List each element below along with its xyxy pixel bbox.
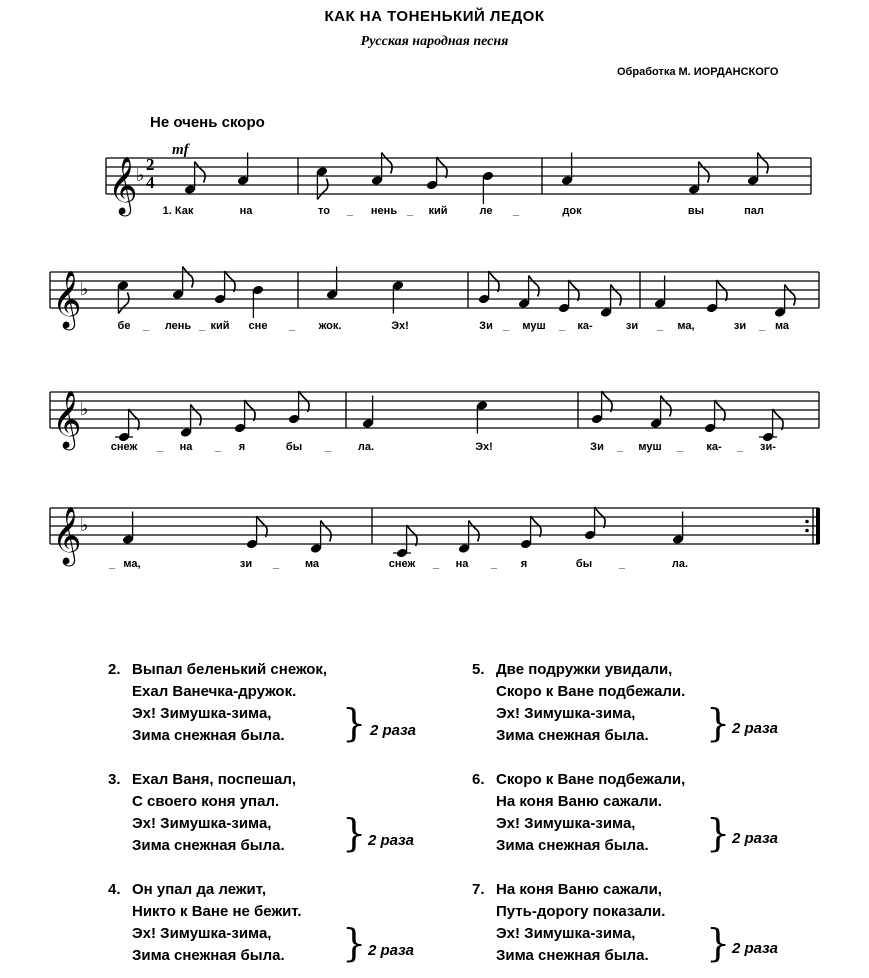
tempo-marking: Не очень скоро	[150, 114, 265, 131]
note-flag	[118, 293, 128, 314]
dynamic-marking: mf	[172, 142, 189, 158]
lyric-hyphen: _	[676, 441, 684, 453]
eighth-note	[759, 409, 783, 442]
verse-7: 7. На коня Ваню сажали, Путь-дорогу показали. Эх! Зимушка-зима, Зима снежная была.	[472, 881, 666, 964]
lyric-syllable: док	[562, 205, 582, 217]
quarter-note	[482, 171, 494, 204]
lyric-syllable: кий	[428, 205, 448, 217]
lyric-syllable: 1. Как	[162, 205, 194, 217]
staff-system-3	[50, 390, 819, 451]
eighth-note	[393, 525, 417, 558]
lyric-syllable: снеж	[110, 441, 138, 453]
lyric-hyphen: _	[616, 441, 624, 453]
lyric-hyphen: _	[656, 320, 664, 332]
lyric-hyphen: _	[618, 558, 626, 570]
note-flag	[195, 162, 206, 183]
lyric-hyphen: _	[406, 205, 414, 217]
lyric-syllable: на	[455, 558, 469, 570]
time-signature-bottom: 4	[146, 173, 155, 192]
lyric-syllable: Зи	[479, 320, 493, 332]
lyric-syllable: то	[318, 205, 330, 217]
lyric-hyphen: _	[432, 558, 440, 570]
lyric-syllable: Эх!	[475, 441, 493, 453]
lyric-hyphen: _	[272, 558, 280, 570]
lyric-hyphen: _	[198, 320, 206, 332]
flat-icon: ♭	[80, 399, 89, 420]
lyric-hyphen: _	[346, 205, 354, 217]
lyric-syllable: пал	[744, 205, 764, 217]
lyric-syllable: бе	[117, 320, 131, 332]
final-barline	[816, 508, 820, 544]
note-flag	[661, 396, 672, 417]
lyric-syllable: я	[520, 558, 528, 570]
repeat-twice-label: 2 раза	[368, 942, 415, 959]
lyric-syllable: бы	[285, 441, 303, 453]
lyric-hyphen: _	[736, 441, 744, 453]
lyric-hyphen: _	[758, 320, 766, 332]
eighth-note	[115, 409, 139, 442]
repeat-brace: }	[706, 921, 731, 965]
treble-clef-icon: 𝄞	[52, 506, 82, 564]
lyric-syllable: лень	[164, 320, 192, 332]
treble-clef-icon: 𝄞	[108, 156, 138, 214]
lyric-syllable: зи	[625, 320, 639, 332]
lyric-syllable: жок.	[318, 320, 342, 332]
lyric-syllable: я	[238, 441, 246, 453]
note-flag	[785, 285, 796, 306]
lyric-hyphen: _	[512, 205, 520, 217]
lyric-hyphen: _	[558, 320, 566, 332]
lyric-syllable: на	[179, 441, 193, 453]
arranger-credit: Обработка М. ИОРДАНСКОГО	[617, 66, 779, 78]
lyric-hyphen: _	[156, 441, 164, 453]
note-flag	[611, 285, 622, 306]
lyric-syllable: ла.	[357, 441, 375, 453]
verse-5: 5. Две подружки увидали, Скоро к Ване подбежали. Эх! Зимушка-зима, Зима снежная была.	[472, 661, 686, 744]
repeat-brace: }	[706, 701, 731, 745]
verse-4: 4. Он упал да лежит, Никто к Ване не бежит. Эх! Зимушка-зима, Зима снежная была.	[108, 881, 302, 964]
repeat-brace: }	[342, 701, 367, 745]
lyric-syllable: Зи	[590, 441, 604, 453]
staff-system-1	[106, 156, 811, 217]
lyric-syllable: сне	[248, 320, 268, 332]
repeat-twice-label: 2 раза	[370, 722, 417, 739]
lyric-syllable: кий	[210, 320, 230, 332]
flat-icon: ♭	[80, 515, 89, 536]
lyric-syllable: ма,	[677, 320, 695, 332]
lyric-hyphen: _	[214, 441, 222, 453]
repeat-dot	[805, 529, 809, 533]
time-signature-top: 2	[146, 155, 155, 174]
verse-3: 3. Ехал Ваня, поспешал, С своего коня упал. Эх! Зимушка-зима, Зима снежная была.	[108, 771, 297, 854]
lyric-hyphen: _	[490, 558, 498, 570]
lyric-syllable: бы	[575, 558, 593, 570]
lyric-syllable: ма	[774, 320, 790, 332]
note-flag	[321, 521, 332, 542]
lyric-syllable: муш	[638, 441, 662, 453]
treble-clef-icon: 𝄞	[52, 390, 82, 448]
repeat-twice-label: 2 раза	[732, 830, 779, 847]
repeat-brace: }	[342, 921, 367, 965]
lyric-syllable: вы	[687, 205, 705, 217]
lyric-syllable: нень	[370, 205, 398, 217]
note-flag	[529, 276, 540, 297]
flat-icon: ♭	[80, 279, 89, 300]
note-flag	[758, 153, 769, 174]
lyric-syllable: снеж	[388, 558, 416, 570]
repeat-dot	[805, 520, 809, 524]
note-flag	[317, 179, 328, 200]
lyric-syllable: ма,	[123, 558, 141, 570]
lyric-syllable: ма	[304, 558, 320, 570]
verse-2: 2. Выпал беленький снежок, Ехал Ванечка-дружок. Эх! Зимушка-зима, Зима снежная была.	[108, 661, 328, 744]
treble-clef-icon: 𝄞	[52, 270, 82, 328]
note-flag	[183, 267, 194, 288]
note-flag	[191, 405, 202, 426]
lyric-hyphen: _	[142, 320, 150, 332]
lyric-syllable: ка-	[577, 320, 593, 332]
verse-6: 6. Скоро к Ване подбежали, На коня Ваню сажали. Эх! Зимушка-зима, Зима снежная была.	[472, 771, 686, 854]
lyric-hyphen: _	[108, 558, 116, 570]
lyric-syllable: ла.	[671, 558, 689, 570]
song-title: КАК НА ТОНЕНЬКИЙ ЛЕДОК	[324, 8, 545, 25]
repeat-twice-label: 2 раза	[368, 832, 415, 849]
note-flag	[699, 162, 710, 183]
lyric-syllable: на	[239, 205, 253, 217]
song-subtitle: Русская народная песня	[360, 34, 509, 49]
repeat-brace: }	[342, 811, 367, 855]
note-flag	[469, 521, 480, 542]
lyric-syllable: муш	[522, 320, 546, 332]
lyric-syllable: Эх!	[391, 320, 409, 332]
repeat-twice-label: 2 раза	[732, 940, 779, 957]
repeat-brace: }	[706, 811, 731, 855]
lyric-hyphen: _	[324, 441, 332, 453]
lyric-syllable: ка-	[706, 441, 722, 453]
lyric-hyphen: _	[288, 320, 296, 332]
lyric-hyphen: _	[502, 320, 510, 332]
note-flag	[382, 153, 393, 174]
lyric-syllable: ле	[479, 205, 493, 217]
repeat-twice-label: 2 раза	[732, 720, 779, 737]
quarter-note	[252, 285, 264, 318]
flat-icon: ♭	[136, 165, 145, 186]
lyric-syllable: зи	[733, 320, 747, 332]
lyric-syllable: зи	[239, 558, 253, 570]
lyric-syllable: зи-	[760, 441, 776, 453]
